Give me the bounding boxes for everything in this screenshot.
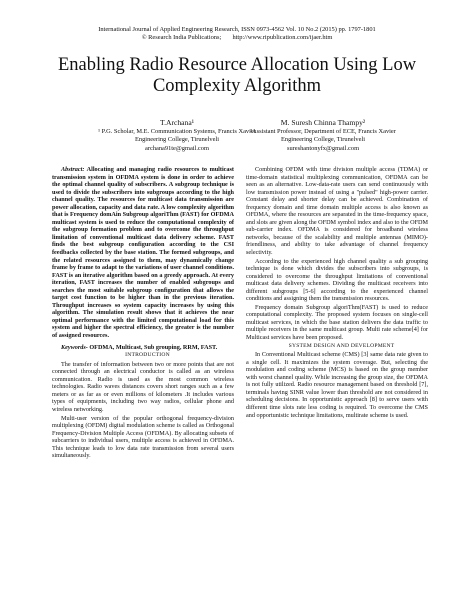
journal-header	[0, 26, 474, 43]
body-paragraph: According to the experienced high channel quality a sub grouping technique is done which divides the subscribers into subgroups, is considered to overcome the throughput limitations of conventional multicast data delivery schemes. Dividing the multicast receivers into different subgroups [5-6] according to the experienced channel conditions and assigning them the transmission resources.	[246, 257, 428, 303]
abstract	[52, 166, 234, 340]
body-paragraph: The transfer of information between two or more points that are not connected through an electrical conductor is called as an wireless communication. Radio is used as the most common wireless technologies. Radio waves distances covers short ranges such as a few meters or as far as or even millions of kilometers .It includes various types of equipments, including two way radios, cellular phone and wireless networking.	[52, 360, 234, 413]
author-email: archana91te@gmail.com	[145, 144, 209, 152]
right-column	[246, 166, 428, 420]
abstract-label: Abstract:	[61, 166, 85, 173]
author-affiliation: ¹ P.G. Scholar, M.E. Communication Systems, Francis Xavier	[98, 128, 256, 135]
author-name: T.Archana¹	[160, 118, 194, 127]
author-name: M. Suresh Chinna Thampy²	[280, 118, 366, 127]
paper-title	[0, 55, 474, 97]
author-block-2	[228, 118, 418, 153]
author-affiliation: ²Assistant Professor, Department of ECE, Francis Xavier	[250, 128, 396, 135]
author-affiliation: Engineering College, Tirunelveli	[281, 136, 365, 144]
keywords-text: OFDMA, Multicast, Sub grouping, RRM, FAST.	[87, 343, 218, 351]
title-line-1: Enabling Radio Resource Allocation Using Low	[57, 55, 417, 75]
author-affiliation: Engineering College, Tirunelveli	[135, 136, 219, 144]
title-line-2: Complexity Algorithm	[152, 76, 322, 96]
abstract-text: Allocating and managing radio resources to multicast transmission system in OFDMA system is done in order to achieve the optimal channel quality of subscribers. A subgroup technique is used to divide the subscribers into subgroups according to the high channel quality. The resources for multicast data transmission are power allocation, capacity and data rate. A low complexity algorithm that is Frequency domAin Subgroup algoriThm (FAST) for OFDMA multicast system is used to reduce the computational complexity of the subgroup formation problem and to overcome the throughput limitation of conventional multicast data delivery scheme. FAST finds the best subgroup configuration according to the CSI feedbacks collected by the base station. The formed subgroups, and the related resources assigned to them, may dynamically change frame by frame to adapt to the variations of user channel conditions. FAST is an iterative algorithm based on a greedy approach. At every iteration, FAST increases the number of enabled subgroups and searches the most suitable subgroup configuration that allows the target cost function to be higher than in the previous iteration. Throughput increases so system capacity increases by using this algorithm. The simulation result shows that it achieves the near optimal performance with the limited computational load for this system and higher the spectral efficiency, the greater is the number of assigned resources.	[52, 166, 234, 340]
journal-line-1: International Journal of Applied Engineering Research, ISSN 0973-4562 Vol. 10 No.2 (2015) pp. 1797-1801	[98, 26, 376, 33]
author-email: sureshantonyfx@gmail.com	[286, 144, 360, 152]
keywords	[52, 344, 234, 352]
left-column	[52, 166, 234, 461]
section-heading-introduction: INTRODUCTION	[125, 352, 170, 359]
body-paragraph: Combining OFDM with time division multiple access (TDMA) or time-domain statistical multiplexing communication, OFDMA can be seen as an alternative. Low-data-rate users can send continuously with low transmission power instead of using a "pulsed" high-power carrier. Constant delay and shorter delay can be achieved. Combination of frequency domain and time domain multiple access is also known as OFDMA, where the resources are separated in the time-frequency space, and slots are given along the OFDM symbol index and also to the OFDM sub-carrier index. OFDMA is considered for broadband wireless networks, because of the scalability and multiple antennas (MIMO)-friendliness, and ability to take advantage of channel frequency selectivity.	[246, 166, 428, 257]
keywords-label: Keywords-	[61, 343, 88, 351]
body-paragraph: Frequency domain Subgroup algoriThm(FAST) is used to reduce computational complexity. The proposed system focuses on single-cell multicast services, in which the base station delivers the data traffic to multiple receivers in the same multicast group. Multi rate scheme[4] for Multicast services have been proposed.	[246, 303, 428, 342]
body-paragraph: In Conventional Multicast scheme (CMS) [3] same data rate given to a single cell. It maximizes the system coverage. But, selecting the modulation and coding scheme (MCS) is based on the group member with worst channel quality. While increasing the group size, the OFDMA is not fully utilized. Radio resource management based on threshold [7], terminals having SINR value lower than threshold are not considered in scheduling decisions. In opportunistic approach [8] to serve users with different time slots rate less coding is required. To overcome the CMS and opportunistic technique limitations, multirate scheme is used.	[246, 351, 428, 419]
journal-line-2: © Research India Publications; http://www.ripublication.com/ijaer.htm	[141, 34, 333, 42]
section-heading-system-design: SYSTEM DESIGN AND DEVELOPMENT	[288, 342, 395, 349]
body-paragraph: Multi-user version of the popular orthogonal frequency-division multiplexing (OFDM) digital modulation scheme is called as Orthogonal Frequency-Division Multiple Access (OFDMA). By allocating subsets of subcarriers to individual users, multiple access is achieved in OFDMA. This technique leads to low data rate transmission from several users simultaneously.	[52, 414, 234, 460]
